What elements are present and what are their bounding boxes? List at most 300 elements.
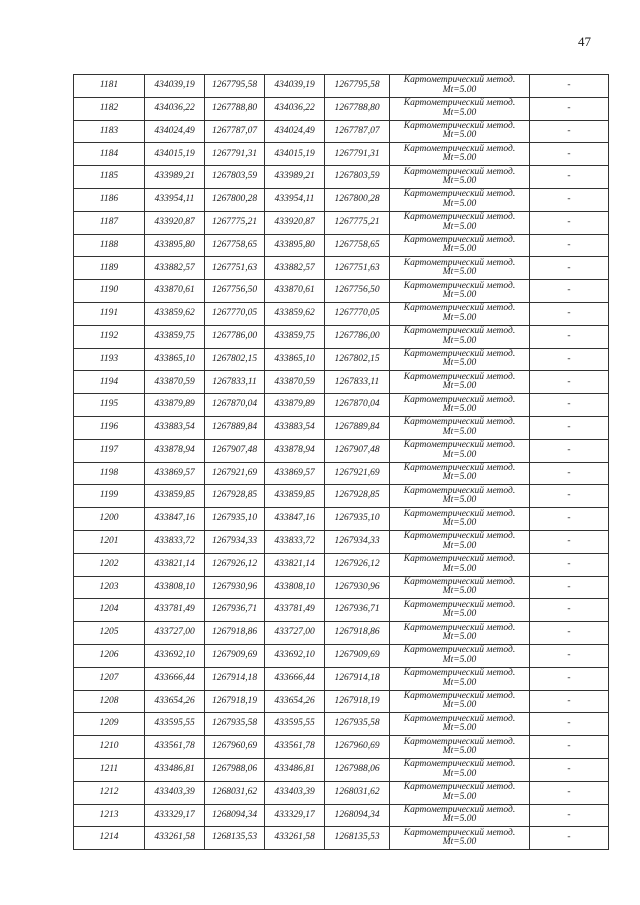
method-name: Картометрический метод. <box>403 280 516 291</box>
description-cell: - <box>530 644 609 667</box>
table-row <box>74 576 609 599</box>
method-name: Картометрический метод. <box>403 348 516 359</box>
method-cell <box>390 97 530 120</box>
x-existing-cell: 434024,49 <box>145 120 205 143</box>
method-cell <box>390 234 530 257</box>
x-new-cell: 433561,78 <box>265 736 325 759</box>
method-accuracy: Mt=5.00 <box>442 107 477 118</box>
y-existing-cell: 1267786,00 <box>205 325 265 348</box>
point-number-cell: 1207 <box>74 667 145 690</box>
description-cell: - <box>530 713 609 736</box>
x-existing-cell: 433920,87 <box>145 211 205 234</box>
x-existing-cell: 433486,81 <box>145 758 205 781</box>
x-new-cell: 433666,44 <box>265 667 325 690</box>
x-new-cell: 433595,55 <box>265 713 325 736</box>
method-accuracy: Mt=5.00 <box>442 130 477 141</box>
method-name: Картометрический метод. <box>403 622 516 633</box>
table-row <box>74 75 609 98</box>
method-accuracy: Mt=5.00 <box>442 791 477 802</box>
description-cell: - <box>530 302 609 325</box>
method-name: Картометрический метод. <box>403 143 516 154</box>
y-new-cell: 1267926,12 <box>325 553 390 576</box>
method-cell <box>390 508 530 531</box>
x-existing-cell: 434036,22 <box>145 97 205 120</box>
point-number-cell: 1194 <box>74 371 145 394</box>
y-existing-cell: 1267758,65 <box>205 234 265 257</box>
y-new-cell: 1267935,10 <box>325 508 390 531</box>
description-cell: - <box>530 143 609 166</box>
method-accuracy: Mt=5.00 <box>442 198 477 209</box>
y-new-cell: 1267770,05 <box>325 302 390 325</box>
table-row <box>74 97 609 120</box>
method-name: Картометрический метод. <box>403 485 516 496</box>
description-cell: - <box>530 462 609 485</box>
y-existing-cell: 1267909,69 <box>205 644 265 667</box>
y-existing-cell: 1267988,06 <box>205 758 265 781</box>
x-existing-cell: 433666,44 <box>145 667 205 690</box>
method-cell <box>390 736 530 759</box>
method-accuracy: Mt=5.00 <box>442 768 477 779</box>
table-row <box>74 280 609 303</box>
method-name: Картометрический метод. <box>403 417 516 428</box>
table-row <box>74 166 609 189</box>
y-new-cell: 1267918,86 <box>325 622 390 645</box>
x-existing-cell: 433882,57 <box>145 257 205 280</box>
method-accuracy: Mt=5.00 <box>442 540 477 551</box>
method-name: Картометрический метод. <box>403 120 516 131</box>
y-new-cell: 1267921,69 <box>325 462 390 485</box>
page-number: 47 <box>578 34 591 49</box>
y-new-cell: 1267889,84 <box>325 416 390 439</box>
x-existing-cell: 433781,49 <box>145 599 205 622</box>
table-row <box>74 713 609 736</box>
table-row <box>74 781 609 804</box>
y-new-cell: 1268135,53 <box>325 827 390 850</box>
y-existing-cell: 1267921,69 <box>205 462 265 485</box>
x-existing-cell: 433808,10 <box>145 576 205 599</box>
table-row <box>74 120 609 143</box>
method-cell <box>390 667 530 690</box>
description-cell: - <box>530 371 609 394</box>
method-name: Картометрический метод. <box>403 234 516 245</box>
y-existing-cell: 1267930,96 <box>205 576 265 599</box>
description-cell: - <box>530 485 609 508</box>
table-row <box>74 371 609 394</box>
table-row <box>74 758 609 781</box>
y-new-cell: 1267803,59 <box>325 166 390 189</box>
x-existing-cell: 433859,85 <box>145 485 205 508</box>
method-accuracy: Mt=5.00 <box>442 84 477 95</box>
method-accuracy: Mt=5.00 <box>442 563 477 574</box>
method-cell <box>390 827 530 850</box>
method-accuracy: Mt=5.00 <box>442 654 477 665</box>
y-existing-cell: 1267960,69 <box>205 736 265 759</box>
method-accuracy: Mt=5.00 <box>442 404 477 415</box>
method-name: Картометрический метод. <box>403 690 516 701</box>
method-accuracy: Mt=5.00 <box>442 495 477 506</box>
point-number-cell: 1192 <box>74 325 145 348</box>
x-existing-cell: 433895,80 <box>145 234 205 257</box>
table-row <box>74 690 609 713</box>
description-cell: - <box>530 97 609 120</box>
y-new-cell: 1267870,04 <box>325 394 390 417</box>
method-cell <box>390 143 530 166</box>
point-number-cell: 1211 <box>74 758 145 781</box>
y-existing-cell: 1267889,84 <box>205 416 265 439</box>
y-new-cell: 1267758,65 <box>325 234 390 257</box>
method-accuracy: Mt=5.00 <box>442 381 477 392</box>
y-new-cell: 1267788,80 <box>325 97 390 120</box>
x-existing-cell: 433859,62 <box>145 302 205 325</box>
method-accuracy: Mt=5.00 <box>442 267 477 278</box>
method-accuracy: Mt=5.00 <box>442 176 477 187</box>
description-cell: - <box>530 530 609 553</box>
y-existing-cell: 1267756,50 <box>205 280 265 303</box>
description-cell: - <box>530 75 609 98</box>
x-existing-cell: 433847,16 <box>145 508 205 531</box>
table-row <box>74 348 609 371</box>
point-number-cell: 1214 <box>74 827 145 850</box>
x-new-cell: 433692,10 <box>265 644 325 667</box>
description-cell: - <box>530 758 609 781</box>
description-cell: - <box>530 394 609 417</box>
x-existing-cell: 433869,57 <box>145 462 205 485</box>
table-row <box>74 257 609 280</box>
y-new-cell: 1267786,00 <box>325 325 390 348</box>
x-existing-cell: 433821,14 <box>145 553 205 576</box>
description-cell: - <box>530 211 609 234</box>
y-existing-cell: 1267803,59 <box>205 166 265 189</box>
method-name: Картометрический метод. <box>403 804 516 815</box>
table-row <box>74 622 609 645</box>
y-existing-cell: 1267787,07 <box>205 120 265 143</box>
x-new-cell: 433895,80 <box>265 234 325 257</box>
x-new-cell: 433781,49 <box>265 599 325 622</box>
table-row <box>74 188 609 211</box>
table-row <box>74 394 609 417</box>
method-accuracy: Mt=5.00 <box>442 358 477 369</box>
point-number-cell: 1186 <box>74 188 145 211</box>
table-row <box>74 485 609 508</box>
x-existing-cell: 433989,21 <box>145 166 205 189</box>
x-new-cell: 433727,00 <box>265 622 325 645</box>
method-accuracy: Mt=5.00 <box>442 837 477 848</box>
method-name: Картометрический метод. <box>403 257 516 268</box>
method-name: Картометрический метод. <box>403 189 516 200</box>
y-existing-cell: 1267791,31 <box>205 143 265 166</box>
table-row <box>74 211 609 234</box>
y-new-cell: 1267833,11 <box>325 371 390 394</box>
x-existing-cell: 433329,17 <box>145 804 205 827</box>
description-cell: - <box>530 690 609 713</box>
x-new-cell: 433954,11 <box>265 188 325 211</box>
y-new-cell: 1267791,31 <box>325 143 390 166</box>
y-new-cell: 1267928,85 <box>325 485 390 508</box>
description-cell: - <box>530 781 609 804</box>
method-cell <box>390 485 530 508</box>
method-name: Картометрический метод. <box>403 782 516 793</box>
x-new-cell: 434024,49 <box>265 120 325 143</box>
method-cell <box>390 257 530 280</box>
y-existing-cell: 1267751,63 <box>205 257 265 280</box>
y-new-cell: 1267914,18 <box>325 667 390 690</box>
point-number-cell: 1196 <box>74 416 145 439</box>
table-row <box>74 462 609 485</box>
method-accuracy: Mt=5.00 <box>442 472 477 483</box>
method-name: Картометрический метод. <box>403 394 516 405</box>
y-new-cell: 1267787,07 <box>325 120 390 143</box>
point-number-cell: 1208 <box>74 690 145 713</box>
point-number-cell: 1206 <box>74 644 145 667</box>
description-cell: - <box>530 599 609 622</box>
x-existing-cell: 433727,00 <box>145 622 205 645</box>
x-new-cell: 434039,19 <box>265 75 325 98</box>
method-cell <box>390 576 530 599</box>
x-new-cell: 433859,85 <box>265 485 325 508</box>
y-new-cell: 1268031,62 <box>325 781 390 804</box>
x-new-cell: 433833,72 <box>265 530 325 553</box>
table-row <box>74 827 609 850</box>
x-existing-cell: 434015,19 <box>145 143 205 166</box>
point-number-cell: 1201 <box>74 530 145 553</box>
description-cell: - <box>530 188 609 211</box>
x-existing-cell: 433261,58 <box>145 827 205 850</box>
method-name: Картометрический метод. <box>403 531 516 542</box>
method-cell <box>390 462 530 485</box>
x-existing-cell: 433859,75 <box>145 325 205 348</box>
method-name: Картометрический метод. <box>403 759 516 770</box>
y-new-cell: 1267800,28 <box>325 188 390 211</box>
x-existing-cell: 433654,26 <box>145 690 205 713</box>
method-name: Картометрический метод. <box>403 98 516 109</box>
description-cell: - <box>530 508 609 531</box>
point-number-cell: 1191 <box>74 302 145 325</box>
y-existing-cell: 1267800,28 <box>205 188 265 211</box>
y-new-cell: 1267775,21 <box>325 211 390 234</box>
table-row <box>74 736 609 759</box>
x-new-cell: 433859,62 <box>265 302 325 325</box>
y-new-cell: 1267909,69 <box>325 644 390 667</box>
method-cell <box>390 530 530 553</box>
x-existing-cell: 433878,94 <box>145 439 205 462</box>
y-new-cell: 1267802,15 <box>325 348 390 371</box>
method-accuracy: Mt=5.00 <box>442 518 477 529</box>
y-new-cell: 1267795,58 <box>325 75 390 98</box>
x-new-cell: 433883,54 <box>265 416 325 439</box>
y-existing-cell: 1267914,18 <box>205 667 265 690</box>
y-existing-cell: 1268135,53 <box>205 827 265 850</box>
method-cell <box>390 371 530 394</box>
method-accuracy: Mt=5.00 <box>442 449 477 460</box>
y-new-cell: 1267936,71 <box>325 599 390 622</box>
table-row <box>74 599 609 622</box>
point-number-cell: 1183 <box>74 120 145 143</box>
y-new-cell: 1267751,63 <box>325 257 390 280</box>
description-cell: - <box>530 166 609 189</box>
method-cell <box>390 75 530 98</box>
method-accuracy: Mt=5.00 <box>442 700 477 711</box>
method-name: Картометрический метод. <box>403 462 516 473</box>
point-number-cell: 1193 <box>74 348 145 371</box>
x-new-cell: 433808,10 <box>265 576 325 599</box>
x-new-cell: 433486,81 <box>265 758 325 781</box>
description-cell: - <box>530 439 609 462</box>
description-cell: - <box>530 234 609 257</box>
method-name: Картометрический метод. <box>403 576 516 587</box>
x-existing-cell: 433692,10 <box>145 644 205 667</box>
point-number-cell: 1197 <box>74 439 145 462</box>
method-accuracy: Mt=5.00 <box>442 244 477 255</box>
method-cell <box>390 394 530 417</box>
y-existing-cell: 1267934,33 <box>205 530 265 553</box>
method-cell <box>390 781 530 804</box>
description-cell: - <box>530 622 609 645</box>
x-new-cell: 433870,61 <box>265 280 325 303</box>
y-existing-cell: 1267770,05 <box>205 302 265 325</box>
point-number-cell: 1181 <box>74 75 145 98</box>
method-accuracy: Mt=5.00 <box>442 312 477 323</box>
y-new-cell: 1267907,48 <box>325 439 390 462</box>
method-cell <box>390 553 530 576</box>
x-new-cell: 433261,58 <box>265 827 325 850</box>
point-number-cell: 1202 <box>74 553 145 576</box>
method-cell <box>390 416 530 439</box>
method-name: Картометрический метод. <box>403 599 516 610</box>
x-new-cell: 433920,87 <box>265 211 325 234</box>
description-cell: - <box>530 120 609 143</box>
point-number-cell: 1204 <box>74 599 145 622</box>
point-number-cell: 1195 <box>74 394 145 417</box>
point-number-cell: 1188 <box>74 234 145 257</box>
description-cell: - <box>530 667 609 690</box>
x-new-cell: 433654,26 <box>265 690 325 713</box>
method-name: Картометрический метод. <box>403 371 516 382</box>
y-existing-cell: 1267936,71 <box>205 599 265 622</box>
method-accuracy: Mt=5.00 <box>442 335 477 346</box>
x-new-cell: 433869,57 <box>265 462 325 485</box>
description-cell: - <box>530 416 609 439</box>
y-existing-cell: 1268094,34 <box>205 804 265 827</box>
y-existing-cell: 1268031,62 <box>205 781 265 804</box>
x-new-cell: 433821,14 <box>265 553 325 576</box>
method-cell <box>390 280 530 303</box>
x-existing-cell: 433954,11 <box>145 188 205 211</box>
method-name: Картометрический метод. <box>403 440 516 451</box>
method-cell <box>390 302 530 325</box>
x-existing-cell: 433870,61 <box>145 280 205 303</box>
method-name: Картометрический метод. <box>403 326 516 337</box>
description-cell: - <box>530 576 609 599</box>
y-existing-cell: 1267795,58 <box>205 75 265 98</box>
method-cell <box>390 325 530 348</box>
description-cell: - <box>530 325 609 348</box>
x-new-cell: 433882,57 <box>265 257 325 280</box>
table-row <box>74 439 609 462</box>
method-cell <box>390 804 530 827</box>
method-cell <box>390 758 530 781</box>
y-new-cell: 1267930,96 <box>325 576 390 599</box>
method-cell <box>390 644 530 667</box>
y-existing-cell: 1267935,58 <box>205 713 265 736</box>
y-existing-cell: 1267926,12 <box>205 553 265 576</box>
method-name: Картометрический метод. <box>403 713 516 724</box>
x-new-cell: 434036,22 <box>265 97 325 120</box>
table-row <box>74 530 609 553</box>
y-new-cell: 1267918,19 <box>325 690 390 713</box>
table-row <box>74 234 609 257</box>
method-accuracy: Mt=5.00 <box>442 723 477 734</box>
method-accuracy: Mt=5.00 <box>442 221 477 232</box>
x-new-cell: 433403,39 <box>265 781 325 804</box>
table-row <box>74 644 609 667</box>
y-existing-cell: 1267833,11 <box>205 371 265 394</box>
table-row <box>74 804 609 827</box>
table-row <box>74 302 609 325</box>
method-name: Картометрический метод. <box>403 212 516 223</box>
description-cell: - <box>530 257 609 280</box>
method-accuracy: Mt=5.00 <box>442 746 477 756</box>
description-cell: - <box>530 348 609 371</box>
x-new-cell: 433878,94 <box>265 439 325 462</box>
method-name: Картометрический метод. <box>403 554 516 565</box>
method-name: Картометрический метод. <box>403 827 516 838</box>
x-existing-cell: 433595,55 <box>145 713 205 736</box>
method-accuracy: Mt=5.00 <box>442 290 477 301</box>
point-number-cell: 1212 <box>74 781 145 804</box>
table-row <box>74 508 609 531</box>
method-cell <box>390 713 530 736</box>
y-existing-cell: 1267918,86 <box>205 622 265 645</box>
point-number-cell: 1182 <box>74 97 145 120</box>
x-new-cell: 433989,21 <box>265 166 325 189</box>
method-name: Картометрический метод. <box>403 75 516 86</box>
point-number-cell: 1185 <box>74 166 145 189</box>
table-row <box>74 667 609 690</box>
method-cell <box>390 120 530 143</box>
point-number-cell: 1213 <box>74 804 145 827</box>
description-cell: - <box>530 827 609 850</box>
y-existing-cell: 1267918,19 <box>205 690 265 713</box>
y-existing-cell: 1267788,80 <box>205 97 265 120</box>
y-new-cell: 1267988,06 <box>325 758 390 781</box>
method-name: Картометрический метод. <box>403 668 516 679</box>
x-existing-cell: 433879,89 <box>145 394 205 417</box>
point-number-cell: 1198 <box>74 462 145 485</box>
x-existing-cell: 433561,78 <box>145 736 205 759</box>
method-cell <box>390 348 530 371</box>
description-cell: - <box>530 804 609 827</box>
x-existing-cell: 433870,59 <box>145 371 205 394</box>
x-new-cell: 433847,16 <box>265 508 325 531</box>
y-new-cell: 1267935,58 <box>325 713 390 736</box>
method-cell <box>390 211 530 234</box>
point-number-cell: 1205 <box>74 622 145 645</box>
x-existing-cell: 433865,10 <box>145 348 205 371</box>
method-cell <box>390 622 530 645</box>
description-cell: - <box>530 280 609 303</box>
table-row <box>74 325 609 348</box>
x-existing-cell: 433883,54 <box>145 416 205 439</box>
method-accuracy: Mt=5.00 <box>442 677 477 688</box>
table-row <box>74 143 609 166</box>
point-number-cell: 1187 <box>74 211 145 234</box>
table-body <box>74 75 609 850</box>
y-existing-cell: 1267775,21 <box>205 211 265 234</box>
x-existing-cell: 433403,39 <box>145 781 205 804</box>
x-existing-cell: 433833,72 <box>145 530 205 553</box>
x-new-cell: 433865,10 <box>265 348 325 371</box>
method-cell <box>390 166 530 189</box>
